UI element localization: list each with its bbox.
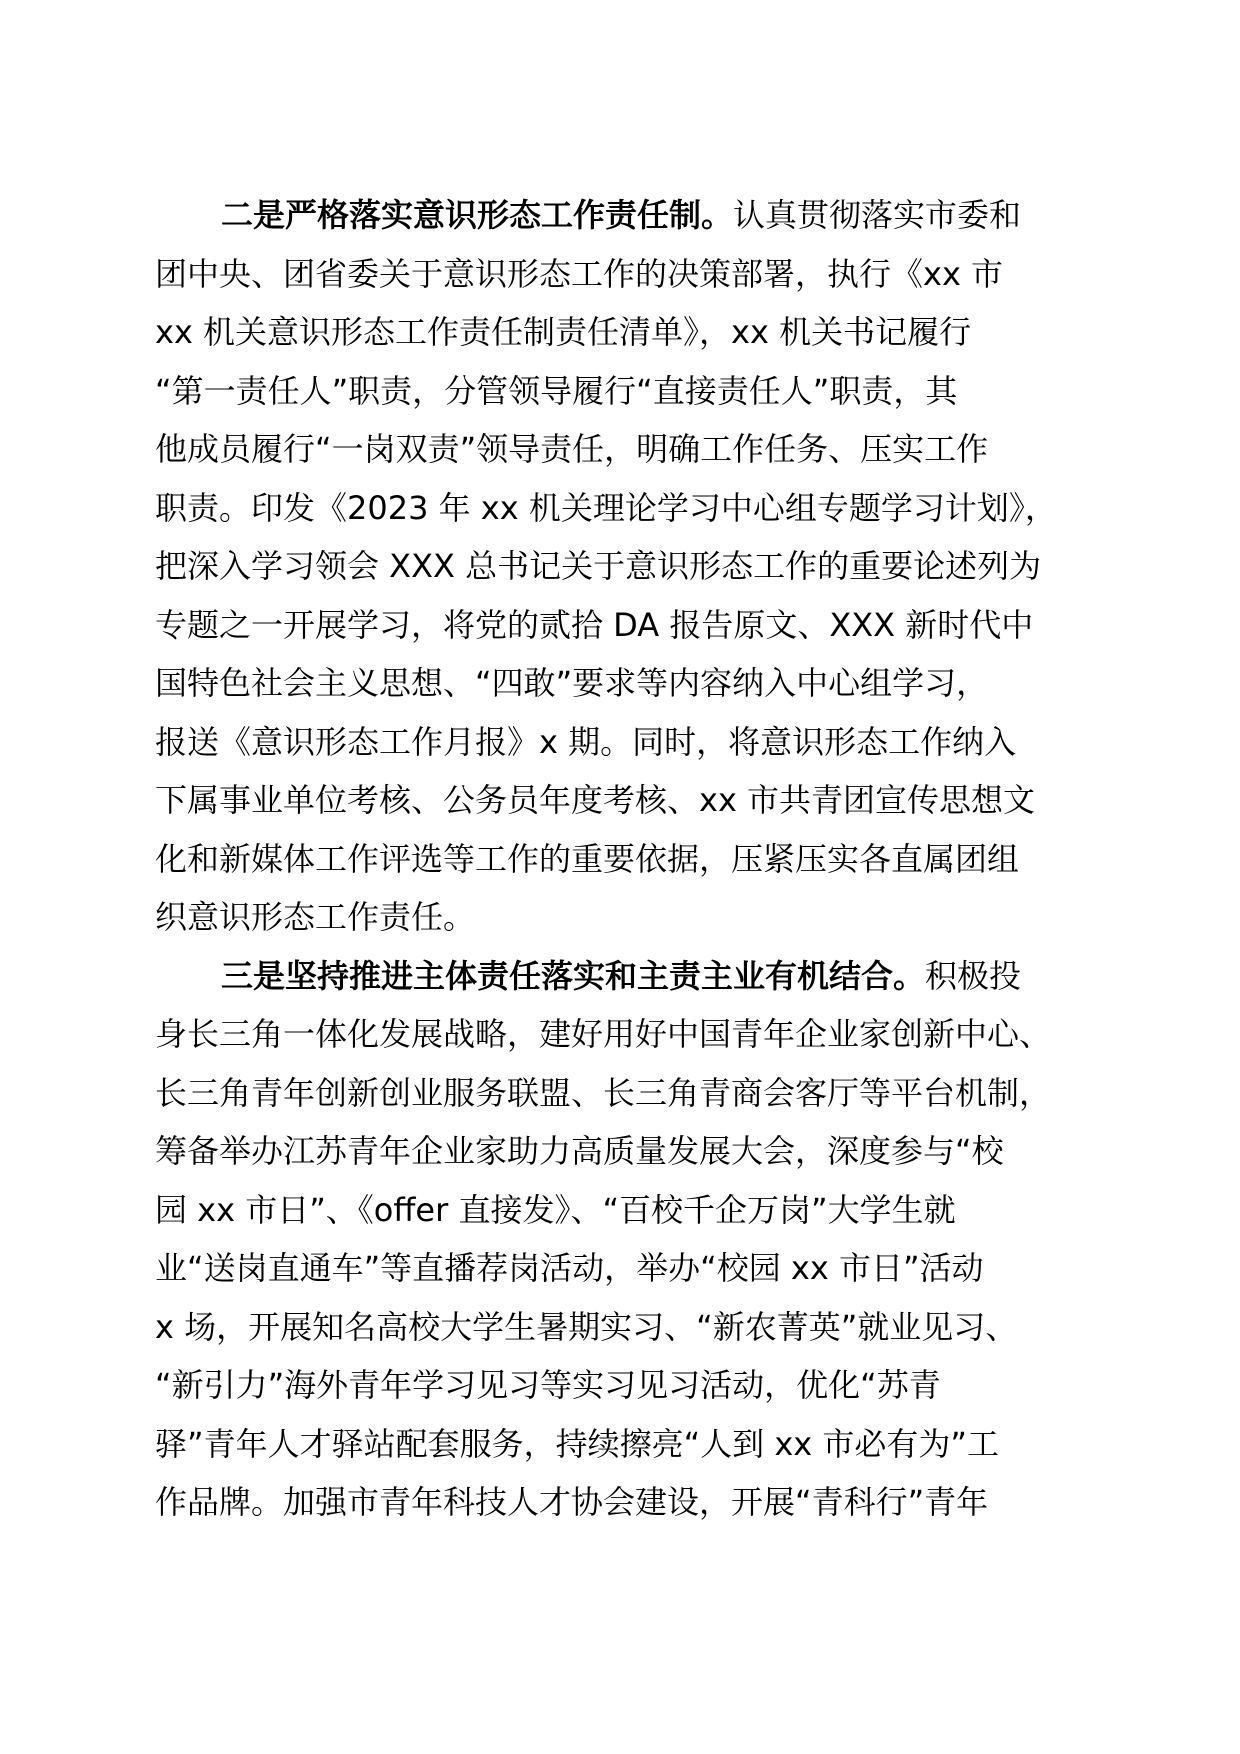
paragraph-line: 把深入学习领会 XXX 总书记关于意识形态工作的重要论述列为 — [155, 547, 1042, 585]
paragraph-line — [155, 947, 1090, 1006]
paragraph-line: 国特色社会主义思想、“四敢”要求等内容纳入中心组学习， — [155, 664, 989, 702]
paragraph-line: 作品牌。加强市青年科技人才协会建设，开展“青科行”青年 — [155, 1483, 989, 1521]
paragraph-line: 身长三角一体化发展战略，建好用好中国青年企业家创新中心、 — [155, 1015, 1052, 1053]
line-text: 积极投 — [925, 956, 1022, 995]
paragraph-ideology-responsibility — [155, 186, 1090, 947]
document-body — [155, 186, 1090, 1532]
paragraph-heading: 三是坚持推进主体责任落实和主责主业有机结合。 — [221, 956, 926, 995]
paragraph-line: “新引力”海外青年学习见习等实习见习活动，优化“苏青 — [155, 1366, 941, 1404]
paragraph-line: 他成员履行“一岗双责”领导责任，明确工作任务、压实工作 — [155, 430, 989, 468]
paragraph-line: 团中央、团省委关于意识形态工作的决策部署，执行《xx 市 — [155, 254, 1004, 293]
paragraph-line: 驿”青年人才驿站配套服务，持续擦亮“人到 xx 市必有为”工 — [155, 1424, 999, 1463]
paragraph-line: 园 xx 市日”、《offer 直接发》、“百校千企万岗”大学生就 — [155, 1190, 956, 1229]
paragraph-heading: 二是严格落实意识形态工作责任制。 — [221, 196, 734, 234]
paragraph-line: 筹备举办江苏青年企业家助力高质量发展大会，深度参与“校 — [155, 1132, 1004, 1170]
paragraph-line: 业“送岗直通车”等直播荐岗活动，举办“校园 xx 市日”活动 — [155, 1249, 984, 1287]
paragraph-line — [155, 186, 1090, 245]
line-text: 认真贯彻落实市委和 — [733, 196, 1022, 234]
paragraph-line: 报送《意识形态工作月报》x 期。同时，将意识形态工作纳入 — [155, 722, 1017, 761]
paragraph-line: xx 机关意识形态工作责任制责任清单》，xx 机关书记履行 — [155, 313, 972, 351]
paragraph-line: 织意识形态工作责任。 — [155, 898, 476, 936]
paragraph-line: 化和新媒体工作评选等工作的重要依据，压紧压实各直属团组 — [155, 839, 1020, 878]
paragraph-line: 专题之一开展学习，将党的贰拾 DA 报告原文、XXX 新时代中 — [155, 605, 1034, 644]
paragraph-line: 长三角青年创新创业服务联盟、长三角青商会客厅等平台机制， — [155, 1073, 1052, 1112]
paragraph-line: 职责。印发《2023 年 xx 机关理论学习中心组专题学习计划》， — [155, 488, 1057, 527]
paragraph-line: x 场，开展知名高校大学生暑期实习、“新农菁英”就业见习、 — [155, 1307, 1018, 1346]
paragraph-line: 下属事业单位考核、公务员年度考核、xx 市共青团宣传思想文 — [155, 781, 1036, 819]
paragraph-main-responsibility — [155, 947, 1090, 1532]
paragraph-line: “第一责任人”职责，分管领导履行“直接责任人”职责，其 — [155, 371, 958, 410]
